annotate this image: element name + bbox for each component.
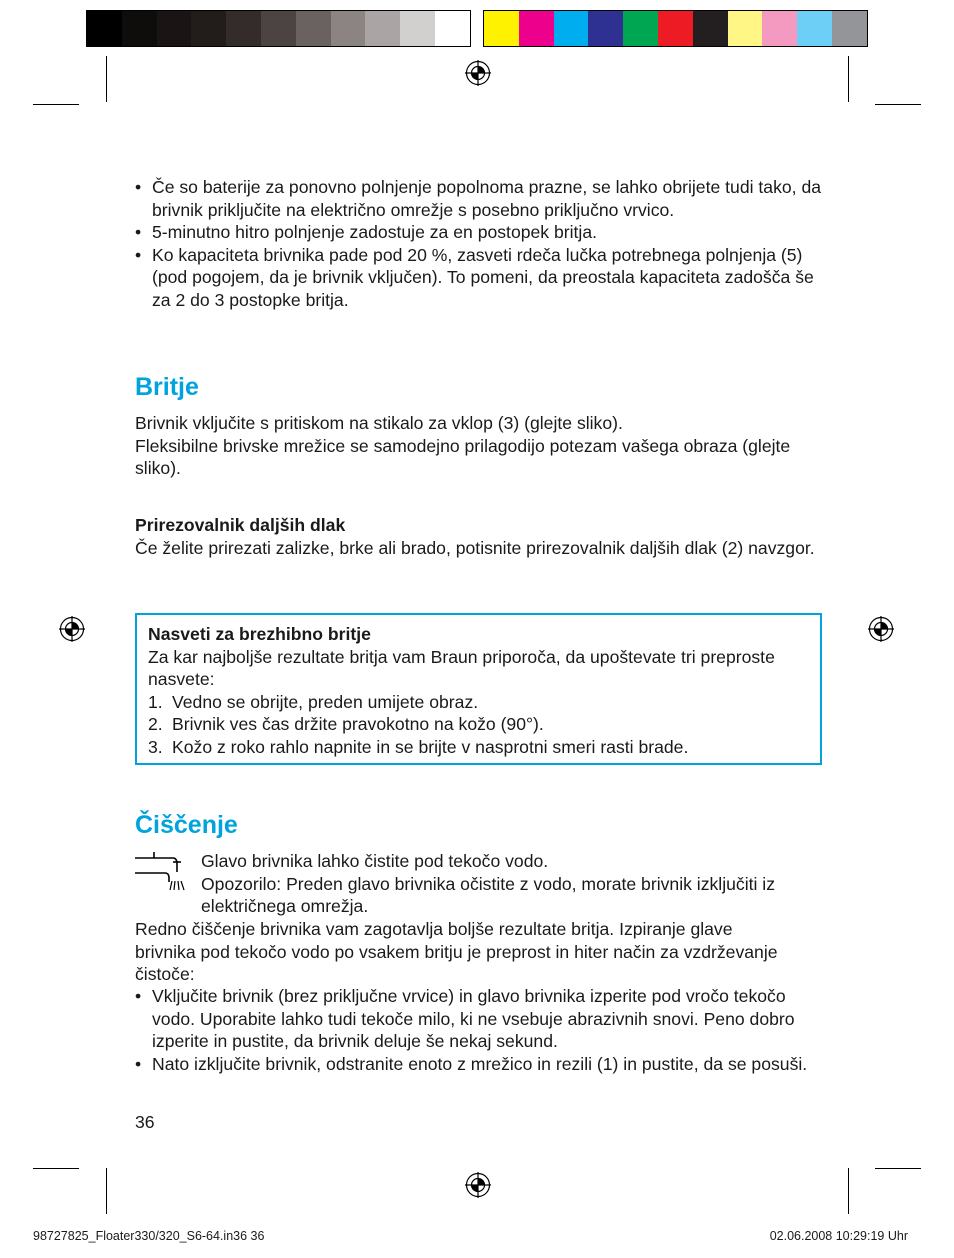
list-item: [148, 713, 808, 736]
list-item: • Nato izključite brivnik, odstranite enoto z mrežico in rezili (1) in pustite, da se posuši.: [135, 1053, 808, 1074]
registration-mark-icon: [868, 616, 894, 642]
water-tap-icon: [133, 852, 189, 899]
paragraph: Opozorilo: Preden glavo brivnika očistite z vodo, morate brivnik izključiti iz električnega omrežja.: [201, 873, 775, 916]
list-item-text: Ko kapaciteta brivnika pade pod 20 %, zasveti rdeča lučka potrebnega polnjenja (5) (pod pogojem, da je brivnik vključen). To pomeni, da preostala kapaciteta zadošča še za 2 do 3 postopke britja.: [152, 244, 814, 310]
grayscale-swatch: [435, 11, 470, 46]
process-swatch: [623, 11, 658, 46]
footer-timestamp: 02.06.2008 10:29:19 Uhr: [769, 1229, 908, 1243]
shaving-text: [135, 412, 825, 480]
grayscale-swatch: [400, 11, 435, 46]
tap-instructions: [201, 850, 801, 918]
grayscale-swatch: [261, 11, 296, 46]
process-swatch: [554, 11, 589, 46]
list-item: • 5-minutno hitro polnjenje zadostuje za en postopek britja.: [135, 222, 598, 242]
paragraph: Če želite prirezati zalizke, brke ali brado, potisnite prirezovalnik daljših dlak (2) navzgor.: [135, 537, 815, 558]
section-heading-cleaning: Čiščenje: [135, 811, 238, 839]
page-number: 36: [135, 1112, 155, 1132]
grayscale-swatch: [331, 11, 366, 46]
list-number: 3.: [148, 736, 163, 757]
list-item: • Če so baterije za ponovno polnjenje popolnoma prazne, se lahko obrijete tudi tako, da brivnik priključite na električno omrežje s posebno priključno vrvico.: [135, 177, 822, 220]
grayscale-swatch: [365, 11, 400, 46]
process-swatch: [588, 11, 623, 46]
trimmer-section: [135, 514, 825, 559]
list-item-text: Brivnik ves čas držite pravokotno na kožo (90°).: [172, 714, 544, 734]
list-item-text: Kožo z roko rahlo napnite in se brijte v nasprotni smeri rasti brade.: [172, 736, 689, 757]
list-item: [148, 691, 808, 714]
list-item: • Vključite brivnik (brez priključne vrvice) in glavo brivnika izperite pod vročo tekočo vodo. Uporabite lahko tudi tekoče milo, ki ne vsebuje abrazivnih snovi. Peno dobro izperite in pustite, da brivnik deluje še nekaj sekund.: [135, 986, 795, 1051]
intro-bullet-list: [135, 176, 825, 311]
registration-mark-icon: [59, 616, 85, 642]
process-swatch: [832, 11, 867, 46]
process-swatch: [728, 11, 763, 46]
tips-box: [135, 613, 822, 765]
list-item-text: Vedno se obrijte, preden umijete obraz.: [172, 691, 479, 712]
paragraph: Fleksibilne brivske mrežice se samodejno prilagodijo potezam vašega obraza (glejte sliko).: [135, 435, 791, 478]
list-item: [148, 736, 808, 759]
tips-numbered-list: [148, 691, 808, 759]
list-item: • Ko kapaciteta brivnika pade pod 20 %, zasveti rdeča lučka potrebnega polnjenja (5) (pod pogojem, da je brivnik vključen). To pomeni, da preostala kapaciteta zadošča še za 2 do 3 postopke britja.: [135, 244, 814, 310]
grayscale-swatch: [191, 11, 226, 46]
grayscale-swatch: [87, 11, 122, 46]
subheading-trimmer: Prirezovalnik daljših dlak: [135, 515, 346, 535]
process-swatch: [762, 11, 797, 46]
list-item-text: Vključite brivnik (brez priključne vrvice) in glavo brivnika izperite pod vročo tekočo vodo. Uporabite lahko tudi tekoče milo, ki ne vsebuje abrazivnih snovi. Peno dobro izperite in pustite, da brivnik deluje še nekaj sekund.: [152, 986, 795, 1051]
process-swatch: [693, 11, 728, 46]
grayscale-swatch: [122, 11, 157, 46]
process-swatch: [519, 11, 554, 46]
registration-mark-icon: [465, 60, 491, 86]
cleaning-paragraph: Redno čiščenje brivnika vam zagotavlja boljše rezultate britja. Izpiranje glave brivnika pod tekočo vodo po vsakem britju je preprost in hiter način za vzdrževanje čistoče:: [135, 919, 778, 984]
list-number: 2.: [148, 714, 163, 734]
list-item-text: Nato izključite brivnik, odstranite enoto z mrežico in rezili (1) in pustite, da se posuši.: [152, 1053, 808, 1074]
tips-title: Nasveti za brezhibno britje: [148, 624, 371, 644]
footer-file-info: 98727825_Floater330/320_S6-64.in36 36: [33, 1229, 265, 1243]
grayscale-swatch: [226, 11, 261, 46]
tips-intro: Za kar najboljše rezultate britja vam Braun priporoča, da upoštevate tri preproste nasvete:: [148, 646, 775, 689]
grayscale-swatch: [157, 11, 192, 46]
list-number: 1.: [148, 691, 163, 712]
process-swatch: [797, 11, 832, 46]
paragraph: Glavo brivnika lahko čistite pod tekočo vodo.: [201, 851, 549, 871]
cleaning-bullet-list: [135, 985, 815, 1075]
section-heading-shaving: Britje: [135, 373, 199, 401]
process-swatch: [484, 11, 519, 46]
process-swatch: [658, 11, 693, 46]
list-item-text: Če so baterije za ponovno polnjenje popolnoma prazne, se lahko obrijete tudi tako, da brivnik priključite na električno omrežje s posebno priključno vrvico.: [152, 177, 822, 220]
paragraph: Brivnik vključite s pritiskom na stikalo za vklop (3) (glejte sliko).: [135, 413, 623, 433]
registration-mark-icon: [465, 1172, 491, 1198]
grayscale-swatch: [296, 11, 331, 46]
list-item-text: 5-minutno hitro polnjenje zadostuje za en postopek britja.: [152, 222, 598, 242]
